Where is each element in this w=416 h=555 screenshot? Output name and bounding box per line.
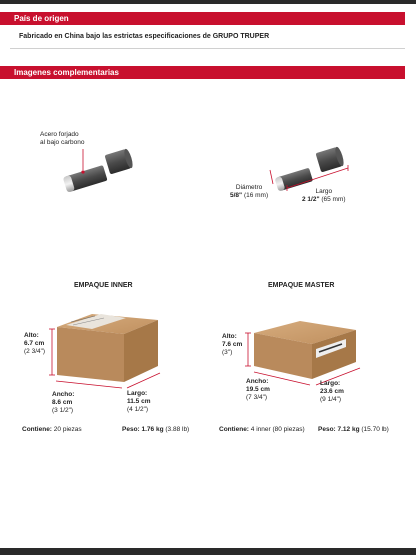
inner-peso <box>122 426 189 434</box>
origin-header-text: País de origen <box>14 14 69 23</box>
origin-text: Fabricado en China bajo las estrictas especificaciones de GRUPO TRUPER <box>19 33 270 40</box>
material-line-1: Acero forjado <box>40 131 79 138</box>
length-label: Largo <box>315 188 333 195</box>
master-largo <box>320 380 344 404</box>
length-metric: (65 mm) <box>321 196 346 203</box>
master-largo-in: (9 1/4") <box>320 396 342 403</box>
inner-ancho-in: (3 1/2") <box>52 407 74 414</box>
inner-largo <box>127 390 151 414</box>
images-header-text: Imagenes complementarias <box>14 68 119 77</box>
master-ancho-in: (7 3/4") <box>246 394 268 401</box>
master-alto-in: (3") <box>222 349 233 356</box>
master-contiene-value: 4 inner (80 piezas) <box>250 426 305 433</box>
master-contiene-label: Contiene: <box>219 426 249 433</box>
inner-ancho <box>52 391 74 415</box>
master-largo-label: Largo: <box>320 380 341 387</box>
length-value: 2 1/2" <box>302 196 320 203</box>
master-largo-cm: 23.6 cm <box>320 388 344 395</box>
diameter-value: 5/8" <box>230 192 243 199</box>
master-ancho <box>246 378 270 402</box>
master-alto-cm: 7.6 cm <box>222 341 243 348</box>
diameter-metric: (16 mm) <box>243 192 269 199</box>
diameter-label: Diámetro <box>235 184 263 191</box>
inner-contiene-value: 20 piezas <box>53 426 82 433</box>
master-ancho-cm: 19.5 cm <box>246 386 270 393</box>
inner-largo-label: Largo: <box>127 390 148 397</box>
inner-box <box>49 314 160 388</box>
inner-largo-cm: 11.5 cm <box>127 398 151 405</box>
master-alto <box>222 333 242 357</box>
master-contiene <box>219 426 305 434</box>
inner-alto <box>24 332 45 356</box>
inner-alto-cm: 6.7 cm <box>24 340 45 347</box>
master-peso <box>318 426 389 434</box>
material-line-2: al bajo carbono <box>40 139 85 146</box>
master-ancho-label: Ancho: <box>246 378 269 385</box>
inner-contiene <box>22 426 82 434</box>
inner-peso-lb: (3.88 lb) <box>165 426 190 433</box>
hinge-left <box>63 148 135 193</box>
hinge-right <box>270 146 348 192</box>
inner-alto-label: Alto: <box>24 332 39 339</box>
inner-peso-value: 1.76 kg <box>141 426 164 433</box>
length-callout <box>302 188 346 204</box>
bottom-bar <box>0 548 416 555</box>
master-title: EMPAQUE MASTER <box>268 282 335 289</box>
diameter-callout <box>230 184 268 200</box>
master-box <box>245 321 360 385</box>
inner-ancho-label: Ancho: <box>52 391 75 398</box>
inner-alto-in: (2 3/4") <box>24 348 46 355</box>
inner-largo-in: (4 1/2") <box>127 406 149 413</box>
inner-title: EMPAQUE INNER <box>74 282 133 289</box>
inner-ancho-cm: 8.6 cm <box>52 399 73 406</box>
master-peso-lb: (15.70 lb) <box>361 426 389 433</box>
master-alto-label: Alto: <box>222 333 237 340</box>
material-callout <box>40 131 84 147</box>
master-peso-value: 7.12 kg <box>337 426 360 433</box>
inner-contiene-label: Contiene: <box>22 426 52 433</box>
inner-peso-label: Peso: <box>122 426 140 433</box>
master-peso-label: Peso: <box>318 426 336 433</box>
